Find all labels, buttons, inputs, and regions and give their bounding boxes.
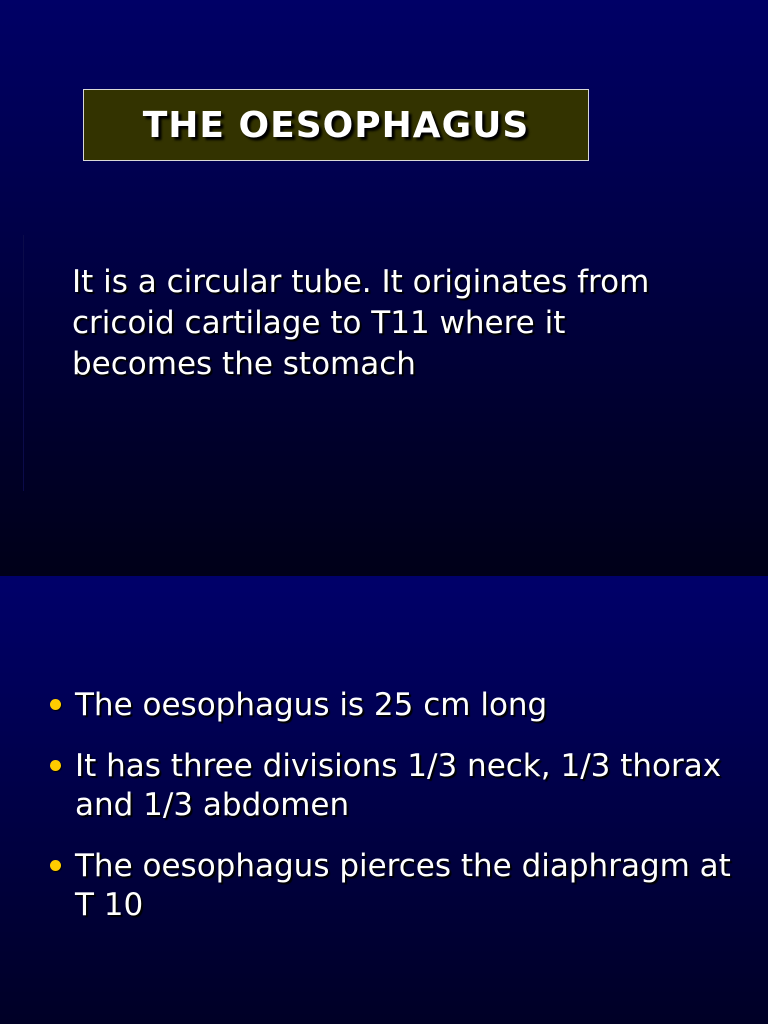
list-item xyxy=(48,686,738,725)
decorative-divider-line xyxy=(23,235,24,491)
bullet-text: The oesophagus is 25 cm long xyxy=(75,687,548,723)
bullet-text: The oesophagus pierces the diaphragm at T 10 xyxy=(75,848,731,923)
list-item xyxy=(48,747,738,825)
bullet-list xyxy=(48,686,738,947)
intro-paragraph: It is a circular tube. It originates from cricoid cartilage to T11 where it becomes the stomach xyxy=(72,264,650,382)
bullet-dot-icon xyxy=(50,760,61,771)
slide-2 xyxy=(0,576,768,1024)
slide-title: THE OESOPHAGUS xyxy=(142,104,530,146)
bullet-dot-icon xyxy=(50,860,61,871)
bullet-dot-icon xyxy=(50,699,61,710)
list-item xyxy=(48,847,738,925)
title-box xyxy=(83,89,589,161)
bullet-text: It has three divisions 1/3 neck, 1/3 thorax and 1/3 abdomen xyxy=(75,748,722,823)
